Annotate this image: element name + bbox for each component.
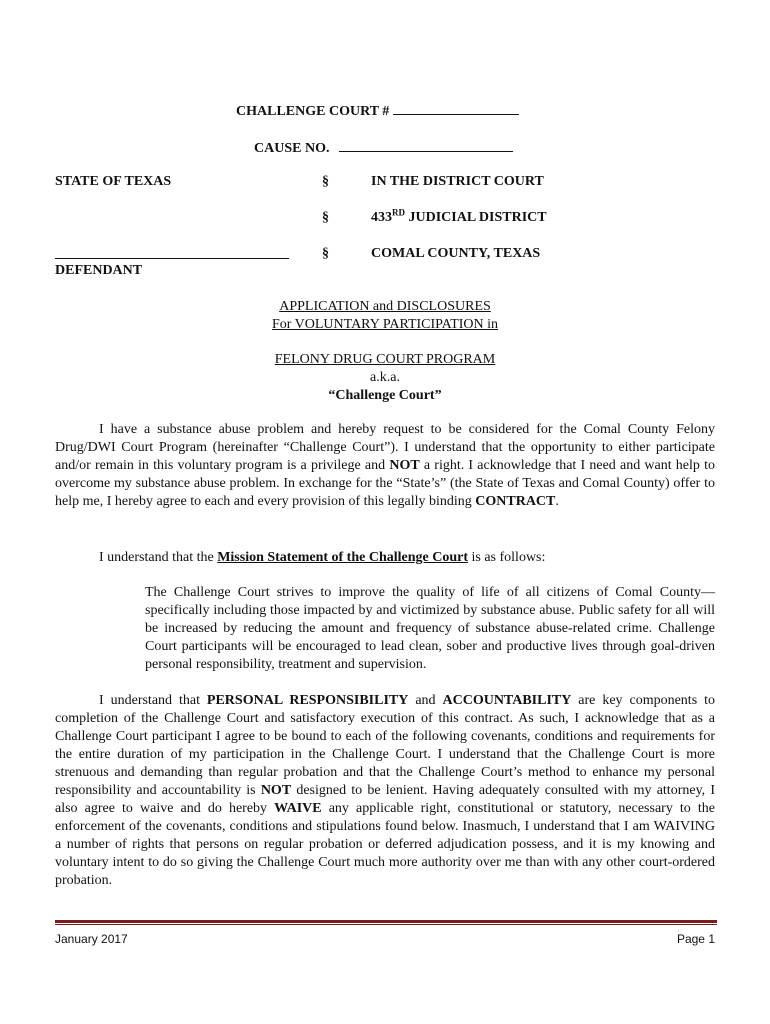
title-aka: a.k.a. — [370, 370, 400, 385]
judicial-superscript: RD — [392, 207, 405, 218]
defendant-name-blank[interactable] — [55, 258, 289, 259]
paragraph-responsibility — [55, 692, 715, 890]
title-challenge-court: “Challenge Court” — [328, 388, 442, 403]
mission-statement-text: The Challenge Court strives to improve the quality of life of all citizens of Comal County—specifically including those impacted by and victimized by substance abuse. Public safety for all will be increased by reducing the amount and frequency of substance abuse-related crime. Challenge Court participants will be encouraged to lead clean, sober and productive lives through goal-driven personal responsibility, treatment and supervision. — [145, 585, 715, 672]
para3-text-e: any applicable right, constitutional or statutory, necessary to the enforcement of the covenants, conditions and stipulations found below. Inasmuch, I understand that I am WAIVING a number of rights that persons on regular probation or deferred adjudication possess, and it is my knowing and voluntary intent to do so giving the Challenge Court much more authority over me than with any other court-ordered probation. — [55, 801, 715, 888]
paragraph-request — [55, 421, 715, 511]
footer-rule-thick — [55, 920, 717, 923]
para1-text-a: I have a substance abuse problem and hereby request to be considered for the Comal County Felony Drug/DWI Court Program (hereinafter “Challenge Court”). I understand that the opportunity to either participate and/or remain in this voluntary program is a privilege and — [55, 422, 715, 473]
county: COMAL COUNTY, TEXAS — [371, 246, 541, 261]
para3-text-d: designed to be lenient. Having adequately consulted with my attorney, I also agree to waive and do hereby — [55, 783, 716, 816]
cause-number-line — [254, 139, 513, 158]
para1-contract: CONTRACT — [475, 494, 556, 509]
para3-text-b: and — [408, 693, 443, 708]
title-voluntary: For VOLUNTARY PARTICIPATION in — [271, 317, 499, 332]
para2-text-a: I understand that the — [99, 550, 218, 565]
footer-page-number: Page 1 — [676, 932, 715, 946]
title-line-2 — [0, 316, 770, 334]
para3-accountability: ACCOUNTABILITY — [442, 693, 572, 708]
para1-not: NOT — [389, 458, 420, 473]
challenge-court-blank[interactable] — [393, 102, 519, 115]
judicial-district — [371, 209, 547, 227]
title-application: APPLICATION and DISCLOSURES — [279, 299, 491, 314]
para3-personal-responsibility: PERSONAL RESPONSIBILITY — [206, 693, 409, 708]
challenge-court-label: CHALLENGE COURT # — [236, 104, 390, 119]
state-of-texas: STATE OF TEXAS — [55, 174, 172, 189]
para3-not: NOT — [260, 783, 292, 798]
challenge-court-number-line — [236, 102, 519, 121]
para3-text-a: I understand that — [99, 693, 207, 708]
para1-text-b: a right. I acknowledge that I need and want help to overcome my substance abuse problem. In exchange for the “State’s” (the State of Texas and Comal County) offer to help me, I hereby agree to each and every provision of this legally binding — [55, 458, 716, 509]
judicial-number: 433 — [371, 210, 392, 225]
cause-label: CAUSE NO. — [254, 141, 330, 156]
title-program: FELONY DRUG COURT PROGRAM — [274, 352, 496, 367]
para3-text-c: are key components to completion of the Challenge Court and satisfactory execution of this contract. As such, I acknowledge that as a Challenge Court participant I agree to be bound to each of the following covenants, conditions and requirements for the entire duration of my participation in the Challenge Court. I understand that the Challenge Court is more strenuous and demanding than regular probation and that the Challenge Court’s method to enhance my personal responsibility and accountability is — [55, 693, 715, 798]
footer-date: January 2017 — [55, 932, 128, 946]
para3-waive: WAIVE — [274, 801, 322, 816]
section-symbol-2: § — [322, 210, 329, 225]
para1-text-c: . — [555, 494, 559, 509]
defendant-label: DEFENDANT — [55, 263, 143, 278]
cause-blank[interactable] — [339, 139, 513, 152]
section-symbol-1: § — [322, 174, 329, 189]
judicial-district-label: JUDICIAL DISTRICT — [405, 210, 547, 225]
title-line-3 — [0, 351, 770, 369]
para2-text-b: is as follows: — [468, 550, 546, 565]
title-line-1 — [0, 298, 770, 316]
paragraph-mission-intro — [55, 549, 715, 567]
footer-rule-thin — [55, 924, 717, 925]
mission-statement-heading: Mission Statement of the Challenge Court — [217, 550, 468, 565]
section-symbol-3: § — [322, 246, 329, 261]
district-court: IN THE DISTRICT COURT — [371, 174, 544, 189]
